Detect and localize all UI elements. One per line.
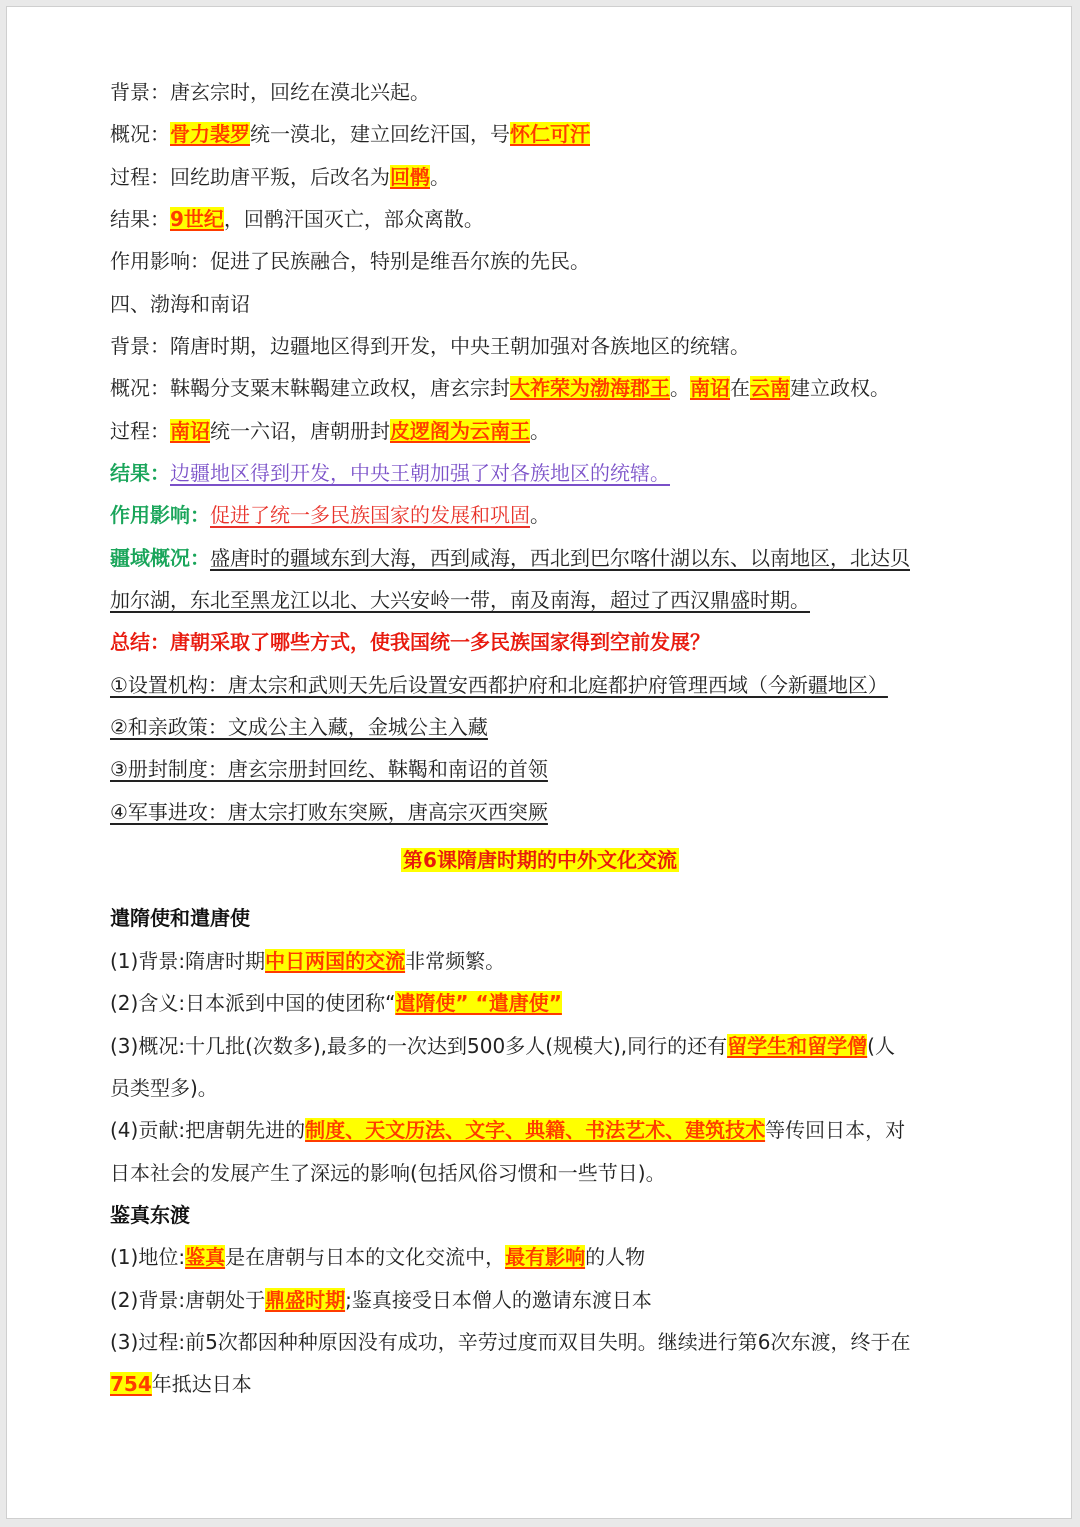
section-heading [110, 289, 250, 319]
text-line [110, 670, 888, 700]
highlight-text: 754 [110, 1372, 152, 1396]
highlight-text: 南诏 [170, 419, 210, 443]
line-text: (2)含义:日本派到中国的使团称“ [110, 991, 396, 1015]
highlight-text: 制度、天文历法、文字、典籍、书法艺术、建筑技术 [305, 1118, 766, 1142]
line-text: 统一漠北，建立回纥汗国，号 [250, 122, 510, 146]
text-line [110, 1073, 218, 1103]
line-text: 四、渤海和南诏 [110, 292, 250, 316]
line-text: 鉴真东渡 [110, 1203, 190, 1227]
text-line [110, 585, 810, 615]
highlight-text: 皮逻阁为云南王 [390, 419, 530, 443]
underlined-text: 加尔湖，东北至黑龙江以北、大兴安岭一带，南及南海，超过了西汉鼎盛时期。 [110, 588, 810, 612]
line-text: 的人物 [585, 1245, 646, 1269]
label-text: 作用影响： [110, 503, 210, 527]
label-text: 结果： [110, 461, 170, 485]
line-text: 员类型多)。 [110, 1076, 218, 1100]
text-line [110, 500, 550, 530]
line-text: (1)地位: [110, 1245, 186, 1269]
text-line [110, 373, 890, 403]
line-text: (2)背景:唐朝处于 [110, 1288, 266, 1312]
highlight-text: 鉴真 [185, 1245, 226, 1269]
underlined-text: ①设置机构：唐太宗和武则天先后设置安西都护府和北庭都护府管理西域（今新疆地区） [110, 673, 888, 697]
line-text: (3)过程:前5次都因种种原因没有成功，辛劳过度而双目失明。继续进行第6次东渡，终于在 [110, 1330, 911, 1354]
text-line [110, 77, 430, 107]
line-text: 日本社会的发展产生了深远的影响(包括风俗习惯和一些节日)。 [110, 1161, 666, 1185]
document-page [6, 6, 1072, 1519]
line-text: 概况：靺鞨分支粟末靺鞨建立政权，唐玄宗封 [110, 376, 510, 400]
text-line [110, 331, 750, 361]
text-line [110, 797, 548, 827]
line-text: 等传回日本，对 [765, 1118, 906, 1142]
line-text: 结果： [110, 207, 170, 231]
line-text: 。 [430, 165, 450, 189]
summary-heading [110, 627, 710, 657]
text-line [110, 1327, 911, 1357]
lesson-title [7, 845, 1073, 875]
text-line [110, 1031, 895, 1061]
underlined-text: 促进了统一多民族国家的发展和巩固 [210, 503, 530, 527]
line-text: ，回鹘汗国灭亡，部众离散。 [223, 207, 484, 231]
text-line [110, 1369, 252, 1399]
underlined-text: 边疆地区得到开发，中央王朝加强了对各族地区的统辖。 [170, 461, 670, 485]
highlight-text: 留学生和留学僧 [727, 1034, 868, 1058]
line-text: ;鉴真接受日本僧人的邀请东渡日本 [345, 1288, 652, 1312]
line-text: 背景：隋唐时期，边疆地区得到开发，中央王朝加强对各族地区的统辖。 [110, 334, 750, 358]
line-text: 在 [730, 376, 750, 400]
line-text: 非常频繁。 [405, 949, 506, 973]
text-line [110, 1158, 666, 1188]
text-line [110, 119, 590, 149]
text-line [110, 1285, 652, 1315]
highlight-text: 最有影响 [505, 1245, 586, 1269]
line-text: 年抵达日本 [151, 1372, 252, 1396]
subheading [110, 903, 250, 933]
line-text: 。 [670, 376, 690, 400]
highlight-text: 中日两国的交流 [265, 949, 406, 973]
line-text: 统一六诏，唐朝册封 [210, 419, 390, 443]
underlined-text: ④军事进攻：唐太宗打败东突厥，唐高宗灭西突厥 [110, 800, 548, 824]
text-line [110, 988, 562, 1018]
text-line [110, 162, 450, 192]
text-line [110, 946, 505, 976]
subheading [110, 1200, 190, 1230]
highlight-text: 南诏 [690, 376, 730, 400]
highlight-text: 回鹘 [390, 165, 430, 189]
line-text: (3)概况:十几批(次数多),最多的一次达到500多人(规模大),同行的还有 [110, 1034, 728, 1058]
line-text: 作用影响：促进了民族融合，特别是维吾尔族的先民。 [110, 249, 590, 273]
lesson-title-text: 第6课隋唐时期的中外文化交流 [403, 848, 677, 872]
text-line [110, 246, 590, 276]
highlight-text: 怀仁可汗 [510, 122, 590, 146]
line-text: 背景：唐玄宗时，回纥在漠北兴起。 [110, 80, 430, 104]
text-line [110, 204, 484, 234]
text-line [110, 458, 670, 488]
highlight-text: 9世纪 [170, 207, 224, 231]
line-text: 。 [530, 419, 550, 443]
line-text: 。 [530, 503, 550, 527]
underlined-text: ③册封制度：唐玄宗册封回纥、靺鞨和南诏的首领 [110, 757, 548, 781]
line-text: 建立政权。 [790, 376, 890, 400]
highlight-text: 云南 [750, 376, 790, 400]
text-line [110, 416, 550, 446]
highlight-text: 大祚荣为渤海郡王 [510, 376, 670, 400]
underlined-text: ②和亲政策：文成公主入藏，金城公主入藏 [110, 715, 488, 739]
highlight-text: 遣隋使” “遣唐使” [395, 991, 562, 1015]
text-line [110, 754, 548, 784]
underlined-text: 盛唐时的疆域东到大海，西到咸海，西北到巴尔喀什湖以东、以南地区，北达贝 [210, 546, 910, 570]
line-text: (人 [867, 1034, 895, 1058]
line-text: (1)背景:隋唐时期 [110, 949, 266, 973]
highlight-text: 骨力裴罗 [170, 122, 250, 146]
line-text: 总结：唐朝采取了哪些方式，使我国统一多民族国家得到空前发展？ [110, 630, 710, 654]
line-text: 是在唐朝与日本的文化交流中， [225, 1245, 506, 1269]
line-text: 过程： [110, 419, 170, 443]
line-text: 概况： [110, 122, 170, 146]
text-line [110, 1242, 645, 1272]
text-line [110, 712, 488, 742]
text-line [110, 1115, 905, 1145]
line-text: 过程：回纥助唐平叛，后改名为 [110, 165, 390, 189]
line-text: (4)贡献:把唐朝先进的 [110, 1118, 306, 1142]
text-line [110, 543, 910, 573]
highlight-text: 鼎盛时期 [265, 1288, 346, 1312]
label-text: 疆域概况： [110, 546, 210, 570]
line-text: 遣隋使和遣唐使 [110, 906, 250, 930]
